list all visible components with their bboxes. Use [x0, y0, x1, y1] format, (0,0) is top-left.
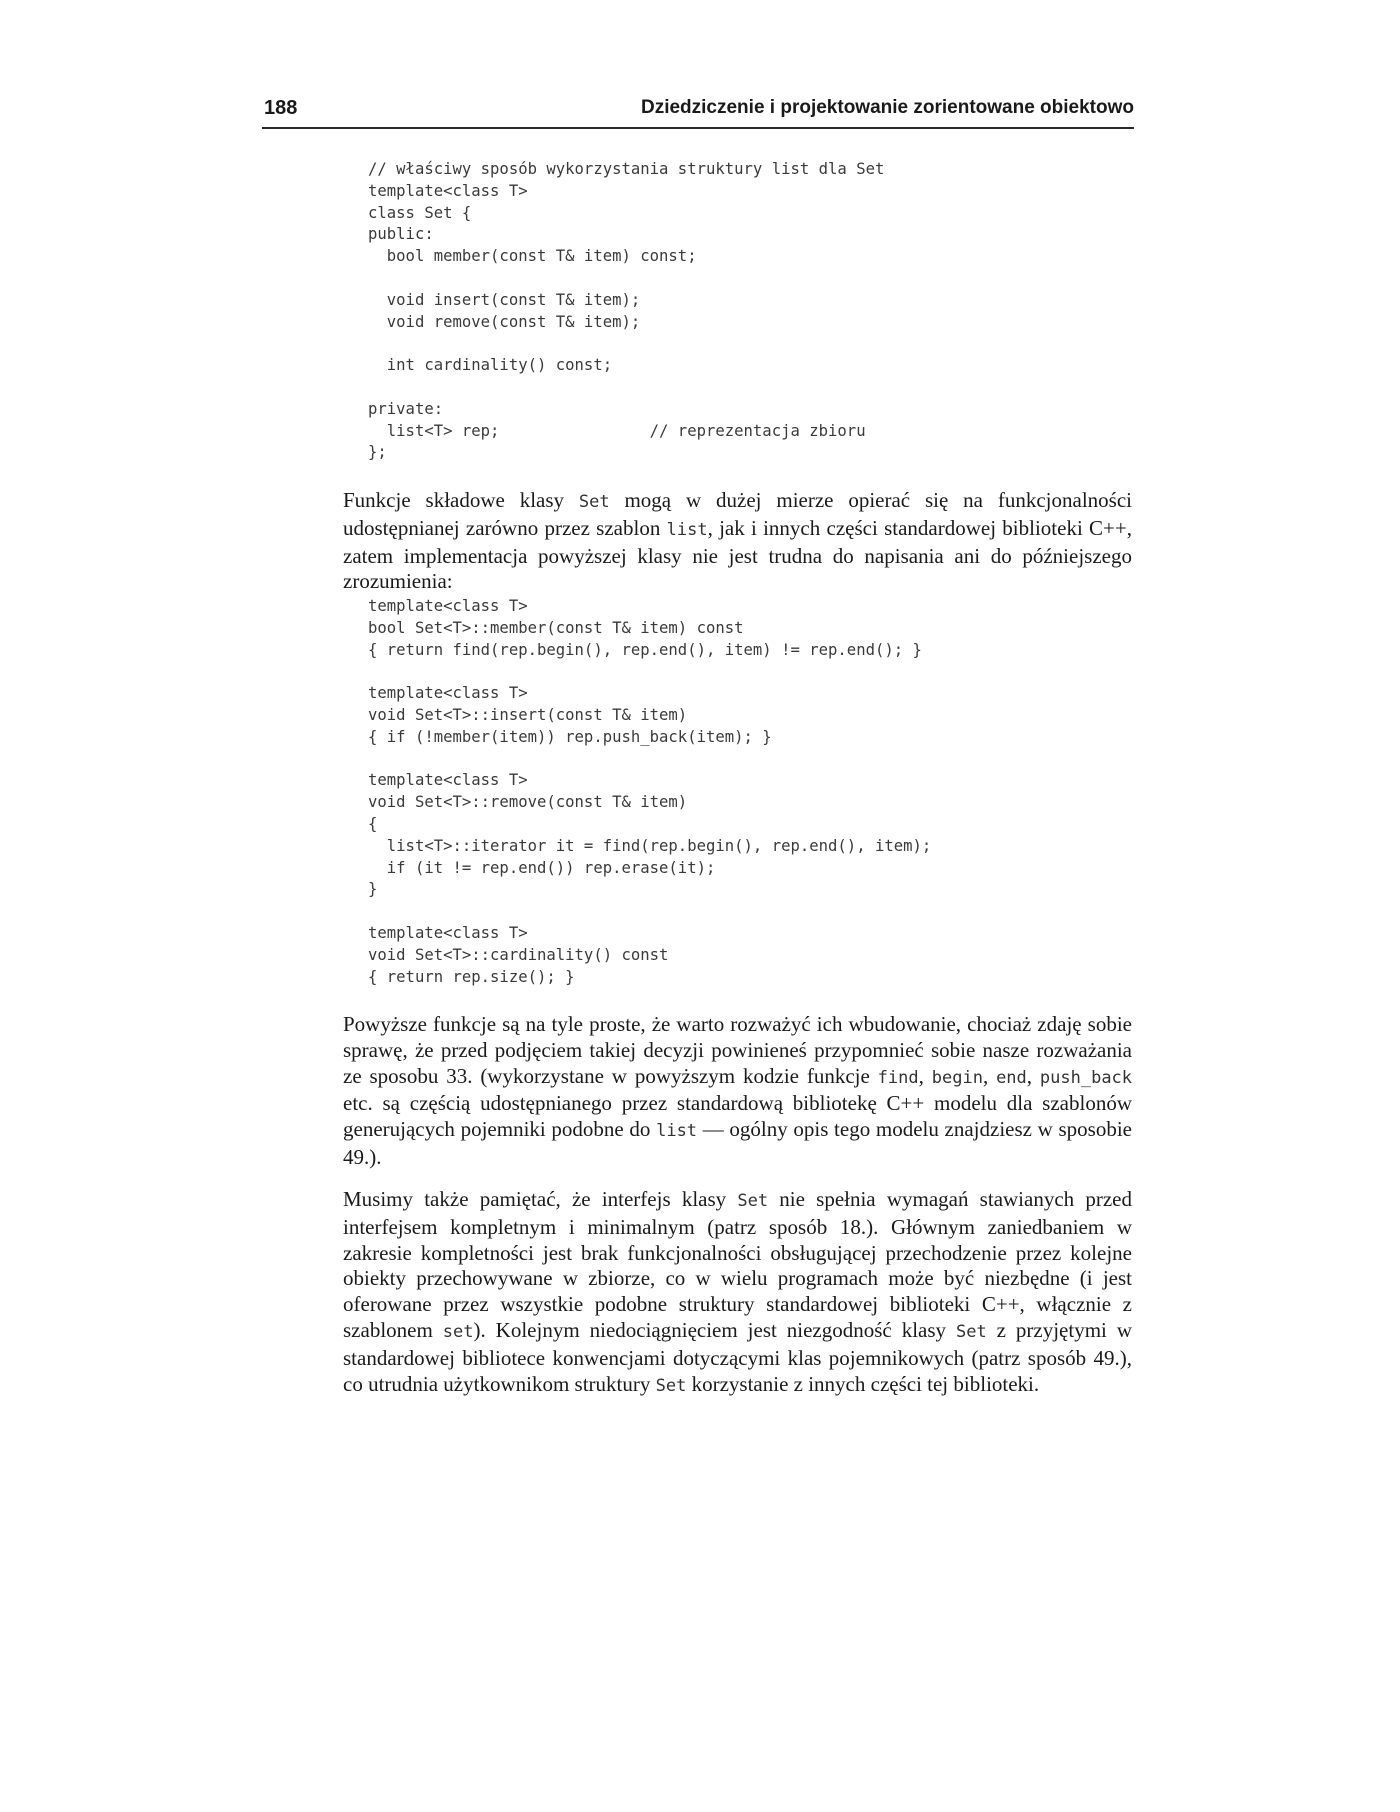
text-span: , — [982, 1063, 997, 1088]
inline-code: Set — [655, 1375, 687, 1396]
text-span: ). Kolejnym niedociągnięciem jest niezgodność klasy — [473, 1317, 956, 1342]
running-title: Dziedziczenie i projektowanie zorientowane obiektowo — [640, 97, 1134, 118]
inline-code: Set — [955, 1321, 987, 1342]
code-block-implementation: template<class T> bool Set<T>::member(const T& item) const { return find(rep.begin(), rep.end(), item) != rep.end(); } template<class T> void Set<T>::insert(const T& item) { if (!member(item)) rep.push_back(item); } template<class T> void Set<T>::remove(const T& item) { list<T>::iterator it = find(rep.begin(), rep.end(), item); if (it != rep.end()) rep.erase(it); } template<class T> void Set<T>::cardinality() const { return rep.size(); } — [368, 597, 932, 986]
text-span: , — [918, 1063, 932, 1088]
text-span: Powyższe funkcje są na tyle proste, że warto rozważyć ich wbudowanie, chociaż zdaję sobie sprawę, że przed podjęciem takiej decyzji powinieneś przypomnieć sobie nasze rozważania ze sposobu 33. (wykorzystane w powyższym kodzie funkcje — [343, 1012, 1132, 1088]
paragraph-inline-discussion — [343, 1012, 1132, 1171]
paragraph-interface-critique — [343, 1187, 1132, 1399]
text-span: , jak i innych części standardowej biblioteki C++, zatem implementacja powyższej klasy nie jest trudna do napisania ani do późniejszego zrozumienia: — [343, 515, 1132, 594]
inline-code: Set — [578, 492, 610, 512]
text-span: mogą w dużej mierze opierać się na funkcjonalności udostępnianej zarówno przez szablon — [343, 488, 1132, 540]
inline-code: list — [656, 1121, 698, 1142]
inline-code: list — [666, 519, 708, 540]
inline-code: Set — [737, 1191, 769, 1211]
text-span: — ogólny opis tego modelu znajdziesz w sposobie 49.). — [343, 1117, 1132, 1169]
text-span: Funkcje składowe klasy — [343, 488, 579, 512]
text-span: korzystanie z innych części tej biblioteki. — [686, 1371, 1040, 1396]
page-number: 188 — [264, 97, 298, 119]
inline-code: begin — [931, 1067, 983, 1088]
text-span: etc. są częścią udostępnianego przez standardową bibliotekę C++ modelu dla szablonów generujących pojemniki podobne do — [343, 1091, 1132, 1142]
paragraph-intro — [343, 488, 1132, 595]
code-block-class-definition: // właściwy sposób wykorzystania struktury list dla Set template<class T> class Set { public: bool member(const T& item) const; void insert(const T& item); void remove(const T& item); int cardinality() const; private: list<T> rep; // reprezentacja zbioru }; — [368, 160, 885, 462]
inline-code: push_back — [1039, 1067, 1133, 1088]
text-span: , — [1026, 1063, 1040, 1088]
text-span: nie spełnia wymagań stawianych przed interfejsem kompletnym i minimalnym (patrz sposób 18.). Głównym zaniedbaniem w zakresie kompletności jest brak funkcjonalności obsługującej przechodzenie przez kolejne obiekty przechowywane w zbiorze, co w wielu programach może być niezbędne (i jest oferowane przez wszystkie podobne struktury standardowej biblioteki C++, włącznie z szablonem — [343, 1187, 1132, 1342]
inline-code: find — [877, 1067, 919, 1088]
text-span: z przyjętymi w standardowej bibliotece konwencjami dotyczącymi klas pojemnikowych (patrz sposób 49.), co utrudnia użytkownikom struktury — [343, 1317, 1132, 1396]
inline-code: set — [442, 1321, 474, 1342]
inline-code: end — [996, 1067, 1027, 1088]
page-header — [262, 97, 1134, 129]
text-span: Musimy także pamiętać, że interfejs klasy — [343, 1187, 738, 1211]
